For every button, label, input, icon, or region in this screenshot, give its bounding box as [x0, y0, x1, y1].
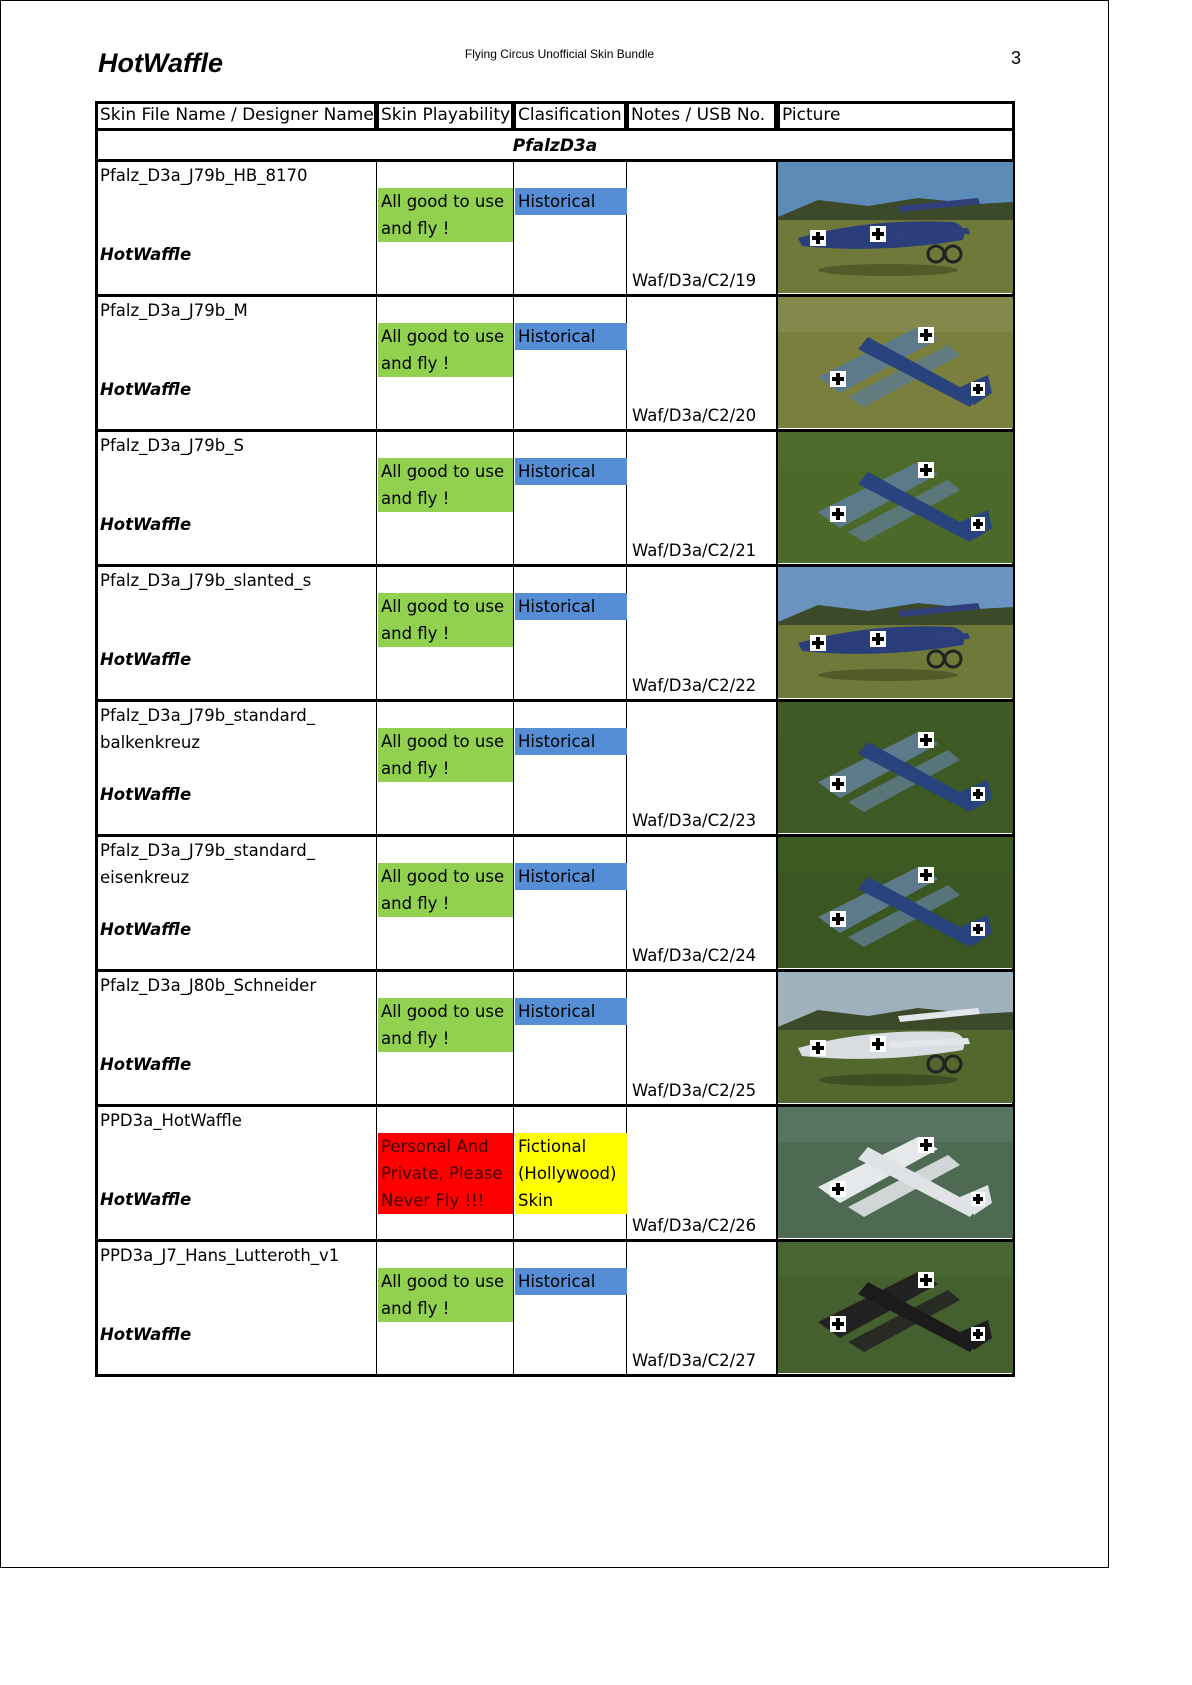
aircraft-image [778, 1242, 1013, 1373]
table-header-border [513, 101, 516, 131]
table-border [376, 296, 377, 429]
playability-text: All good to use [381, 462, 505, 481]
skin-file-name: Pfalz_D3a_J79b_slanted_s [100, 571, 312, 590]
wing-cross-bar [836, 913, 840, 925]
table-border [513, 296, 514, 429]
usb-number: Waf/D3a/C2/23 [632, 811, 757, 830]
table-border [376, 1106, 377, 1239]
table-border [95, 971, 98, 1106]
aircraft-image [778, 1107, 1013, 1238]
table-header-border [95, 101, 98, 131]
usb-number: Waf/D3a/C2/22 [632, 676, 757, 695]
column-header-picture: Picture [782, 105, 841, 125]
wing-cross-bar [924, 1274, 928, 1286]
aircraft-image [778, 837, 1013, 968]
tail-cross-bar [976, 384, 980, 394]
table-header-border [1012, 101, 1015, 131]
skin-file-name: balkenkreuz [100, 733, 200, 752]
usb-number: Waf/D3a/C2/21 [632, 541, 757, 560]
table-header-border [95, 128, 1015, 131]
aircraft-picture [778, 702, 1013, 833]
sky-haze [778, 702, 1013, 737]
playability-text: All good to use [381, 732, 505, 751]
usb-number: Waf/D3a/C2/19 [632, 271, 757, 290]
playability-text: and fly ! [381, 354, 450, 373]
playability-text: and fly ! [381, 759, 450, 778]
sky-haze [778, 432, 1013, 467]
side-cross-bar [876, 1038, 880, 1050]
wing-cross-bar [924, 329, 928, 341]
playability-text: and fly ! [381, 489, 450, 508]
sky-haze [778, 837, 1013, 872]
classification-text: Historical [518, 1002, 596, 1021]
wing-cross-bar [836, 508, 840, 520]
classification-text: Historical [518, 1272, 596, 1291]
document-title: Flying Circus Unofficial Skin Bundle [464, 47, 655, 61]
fuselage-cross-bar [816, 637, 820, 649]
playability-text: All good to use [381, 597, 505, 616]
designer-name: HotWaffle [100, 650, 192, 669]
table-border [626, 701, 627, 834]
aircraft-picture [778, 567, 1013, 698]
section-title: PfalzD3a [512, 136, 598, 156]
table-border [626, 431, 627, 564]
table-border [513, 971, 514, 1104]
table-border [376, 701, 377, 834]
aircraft-image [778, 567, 1013, 698]
skin-file-name: Pfalz_D3a_J79b_standard_ [100, 841, 315, 860]
shadow [818, 669, 958, 681]
table-border [513, 1106, 514, 1239]
tail-cross-bar [976, 789, 980, 799]
table-border [95, 161, 98, 296]
wing-cross-bar [836, 1183, 840, 1195]
designer-name: HotWaffle [100, 920, 192, 939]
column-header-playability: Skin Playability [381, 105, 511, 125]
playability-text: All good to use [381, 1272, 505, 1291]
table-header-border [777, 101, 780, 131]
shadow [818, 1074, 958, 1086]
playability-text: and fly ! [381, 1299, 450, 1318]
aircraft-picture [778, 1242, 1013, 1373]
classification-text: Historical [518, 327, 596, 346]
aircraft-image [778, 162, 1013, 293]
skin-file-name: PPD3a_HotWaffle [100, 1111, 242, 1130]
playability-text: and fly ! [381, 1029, 450, 1048]
classification-text: Historical [518, 867, 596, 886]
usb-number: Waf/D3a/C2/27 [632, 1351, 757, 1370]
aircraft-picture [778, 432, 1013, 563]
skin-file-name: Pfalz_D3a_J79b_standard_ [100, 706, 315, 725]
classification-text: Historical [518, 732, 596, 751]
tail-cross-bar [976, 1194, 980, 1204]
table-border [376, 431, 377, 564]
designer-name: HotWaffle [100, 1055, 192, 1074]
classification-text: Fictional [518, 1137, 587, 1156]
classification-text: Skin [518, 1191, 554, 1210]
designer-name: HotWaffle [100, 785, 192, 804]
table-border [626, 1241, 627, 1374]
wing-cross-bar [836, 778, 840, 790]
table-border [95, 1106, 98, 1241]
table-border [376, 566, 377, 699]
table-border [95, 701, 98, 836]
table-border [626, 971, 627, 1104]
aircraft-image [778, 297, 1013, 428]
playability-text: and fly ! [381, 219, 450, 238]
shadow [818, 264, 958, 276]
side-cross-bar [876, 228, 880, 240]
playability-text: All good to use [381, 192, 505, 211]
table-border [95, 431, 98, 566]
table-border [376, 161, 377, 294]
table-border [513, 1241, 514, 1374]
designer-name: HotWaffle [100, 1190, 192, 1209]
sky-haze [778, 1107, 1013, 1142]
aircraft-picture [778, 162, 1013, 293]
wing-cross-bar [924, 869, 928, 881]
aircraft-picture [778, 1107, 1013, 1238]
column-header-skin-name: Skin File Name / Designer Name [100, 105, 374, 125]
table-border [95, 1374, 1015, 1377]
table-border [626, 296, 627, 429]
fuselage-cross-bar [816, 232, 820, 244]
designer-name: HotWaffle [100, 515, 192, 534]
table-border [626, 836, 627, 969]
table-border [513, 431, 514, 564]
classification-text: Historical [518, 597, 596, 616]
table-border [513, 566, 514, 699]
aircraft-picture [778, 972, 1013, 1103]
aircraft-image [778, 702, 1013, 833]
classification-text: Historical [518, 192, 596, 211]
side-cross-bar [876, 633, 880, 645]
table-border [376, 1241, 377, 1374]
table-border [95, 836, 98, 971]
classification-text: (Hollywood) [518, 1164, 617, 1183]
table-border [376, 971, 377, 1104]
skin-file-name: eisenkreuz [100, 868, 190, 887]
designer-title: HotWaffle [98, 48, 224, 78]
skin-file-name: Pfalz_D3a_J79b_S [100, 436, 244, 455]
playability-text: All good to use [381, 1002, 505, 1021]
table-header-border [376, 101, 379, 131]
skin-file-name: Pfalz_D3a_J79b_HB_8170 [100, 166, 308, 185]
column-header-classification: Clasification [518, 105, 622, 125]
aircraft-image [778, 432, 1013, 563]
usb-number: Waf/D3a/C2/26 [632, 1216, 757, 1235]
fuselage-cross-bar [816, 1042, 820, 1054]
aircraft-picture [778, 297, 1013, 428]
skin-file-name: Pfalz_D3a_J79b_M [100, 301, 248, 320]
skin-file-name: Pfalz_D3a_J80b_Schneider [100, 976, 317, 995]
tail-cross-bar [976, 924, 980, 934]
playability-text: All good to use [381, 327, 505, 346]
table-header-border [626, 101, 629, 131]
table-border [376, 836, 377, 969]
table-border [626, 161, 627, 294]
playability-text: and fly ! [381, 624, 450, 643]
playability-text: Private, Please [381, 1164, 503, 1183]
page-number: 3 [1011, 48, 1022, 68]
designer-name: HotWaffle [100, 245, 192, 264]
usb-number: Waf/D3a/C2/24 [632, 946, 757, 965]
playability-text: Personal And [381, 1137, 489, 1156]
wing-cross-bar [924, 464, 928, 476]
sky-haze [778, 297, 1013, 332]
playability-text: All good to use [381, 867, 505, 886]
table-border [513, 836, 514, 969]
table-border [513, 701, 514, 834]
wing-cross-bar [924, 734, 928, 746]
designer-name: HotWaffle [100, 1325, 192, 1344]
table-border [95, 296, 98, 431]
aircraft-picture [778, 837, 1013, 968]
wing-cross-bar [924, 1139, 928, 1151]
table-border [95, 566, 98, 701]
table-border [513, 161, 514, 294]
playability-text: Never Fly !!! [381, 1191, 485, 1210]
skin-file-name: PPD3a_J7_Hans_Lutteroth_v1 [100, 1246, 340, 1265]
wing-cross-bar [836, 373, 840, 385]
column-header-notes: Notes / USB No. [631, 105, 766, 125]
usb-number: Waf/D3a/C2/25 [632, 1081, 757, 1100]
tail-cross-bar [976, 1329, 980, 1339]
classification-text: Historical [518, 462, 596, 481]
table-border [95, 1241, 98, 1376]
wing-cross-bar [836, 1318, 840, 1330]
designer-name: HotWaffle [100, 380, 192, 399]
aircraft-image [778, 972, 1013, 1103]
sky-haze [778, 1242, 1013, 1277]
usb-number: Waf/D3a/C2/20 [632, 406, 757, 425]
tail-cross-bar [976, 519, 980, 529]
table-border [626, 566, 627, 699]
playability-text: and fly ! [381, 894, 450, 913]
